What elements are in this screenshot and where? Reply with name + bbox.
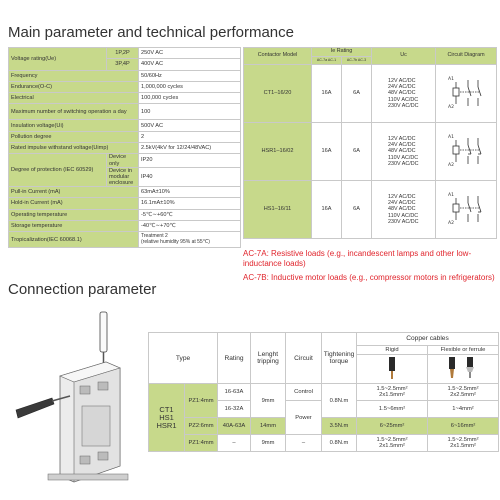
ie-rating-header: Ie Rating xyxy=(312,48,372,57)
protection-label: Degree of protection (IEC 60529) xyxy=(9,154,107,187)
connection-table xyxy=(148,332,499,452)
uc-line: 110V AC/DC xyxy=(388,154,419,161)
param-row-hold-in xyxy=(9,198,241,209)
contactor-model-ct1: CT1–16/20 xyxy=(244,65,312,123)
param-row-protection-device xyxy=(9,154,241,167)
contactor-ac7b-value: 6A xyxy=(342,65,372,123)
rating-header: Rating xyxy=(218,333,251,384)
flex-value xyxy=(428,435,499,452)
type-header: Type xyxy=(149,333,218,384)
operating-temp-value: -5℃∼+60℃ xyxy=(139,209,241,220)
connection-row xyxy=(149,418,499,435)
flex-value-line: 2x2.5mm² xyxy=(450,392,476,399)
uc-line: 230V AC/DC xyxy=(388,160,419,167)
connection-row xyxy=(149,384,499,401)
rating-value: – xyxy=(218,435,251,452)
param-row-operating-temp xyxy=(9,209,241,220)
param-row-frequency xyxy=(9,70,241,81)
uc-line: 110V AC/DC xyxy=(388,96,419,103)
contactor-table xyxy=(243,47,497,239)
rigid-value: 6~25mm² xyxy=(357,418,428,435)
stripping-header: Lenght tripping xyxy=(251,333,286,384)
uc-header: Uc xyxy=(372,48,436,65)
electrical-value: 100,000 cycles xyxy=(139,93,241,104)
param-row-storage-temp xyxy=(9,220,241,231)
rating-value: 40A-63A xyxy=(218,418,251,435)
connection-parameter-title: Connection parameter xyxy=(8,281,157,298)
flex-value-line: 1.5~2.5mm² xyxy=(447,385,479,392)
contactor-ac7a-value: 16A xyxy=(312,181,342,239)
rigid-value xyxy=(357,435,428,452)
uc-line: 12V AC/DC xyxy=(388,135,416,142)
svg-text:A2: A2 xyxy=(448,163,454,169)
param-row-pollution xyxy=(9,131,241,142)
insulation-label: Insulation voltage(Ui) xyxy=(9,120,139,131)
tropicalization-value-line1: Treatment 2 xyxy=(141,233,168,240)
rigid-value-line: 2x1.5mm² xyxy=(379,443,405,450)
insulation-value: 500V AC xyxy=(139,120,241,131)
flex-value-line: 1.5~2.5mm² xyxy=(447,436,479,443)
param-row-max-switching xyxy=(9,104,241,120)
uc-list xyxy=(372,65,436,123)
uc-line: 48V AC/DC xyxy=(388,90,416,97)
rigid-value xyxy=(357,384,428,401)
storage-temp-value: -40℃∼+70℃ xyxy=(139,220,241,231)
strip-value: 9mm xyxy=(251,384,286,418)
storage-temp-label: Storage temperature xyxy=(9,220,139,231)
protection-device-only: Device only xyxy=(107,154,139,167)
protection-device-only-value: IP20 xyxy=(139,154,241,167)
circuit-diagram-2no xyxy=(436,65,497,123)
screw-type: PZ1:4mm xyxy=(185,384,218,418)
torque-value: 0.8N.m xyxy=(322,384,357,418)
flex-value xyxy=(428,384,499,401)
voltage-1p2p-value: 250V AC xyxy=(139,48,241,59)
flex-value-line: 2x1.5mm² xyxy=(450,443,476,450)
voltage-3p4p-value: 400V AC xyxy=(139,59,241,70)
uc-line: 12V AC/DC xyxy=(388,77,416,84)
ac7b-header: AC-7b AC-3 xyxy=(342,57,372,65)
svg-text:A2: A2 xyxy=(448,105,454,111)
uc-line: 24V AC/DC xyxy=(388,142,416,149)
frequency-value: 50/60Hz xyxy=(139,70,241,81)
circuit-value: – xyxy=(286,435,322,452)
note-ac7b: AC-7B: Inductive motor loads (e.g., compressor motors in refrigerators) xyxy=(243,273,495,282)
rigid-value-line: 1.5~2.5mm² xyxy=(376,385,408,392)
contactor-ac7b-value: 6A xyxy=(342,181,372,239)
type-name: HS1 xyxy=(159,412,174,422)
max-switching-value: 100 xyxy=(139,104,241,120)
uc-list xyxy=(372,181,436,239)
ferrule-wire-icon xyxy=(446,355,480,381)
rigid-wire-icon xyxy=(382,355,402,381)
svg-text:A2: A2 xyxy=(448,221,454,227)
protection-enclosure-value: IP40 xyxy=(139,167,241,186)
uc-line: 230V AC/DC xyxy=(388,218,419,225)
protection-enclosure: Device in modular enclosure xyxy=(107,167,139,186)
copper-cables-header: Copper cables xyxy=(357,333,499,346)
flexible-header: Flexible or ferrule xyxy=(428,346,499,355)
param-row-endurance xyxy=(9,81,241,92)
circuit-diagram-1no1nc xyxy=(436,181,497,239)
torque-header: Tightening torque xyxy=(322,333,357,384)
contactor-model-header: Contactor Model xyxy=(244,48,312,65)
contactor-ac7a-value: 16A xyxy=(312,123,342,181)
contactor-model-hsr1: HSR1–16/02 xyxy=(244,123,312,181)
circuit-value: Control xyxy=(286,384,322,401)
circuit-diagram-2no-icon xyxy=(446,72,486,112)
pollution-value: 2 xyxy=(139,131,241,142)
screw-type: PZ2:6mm xyxy=(185,418,218,435)
strip-value: 14mm xyxy=(251,418,286,435)
type-name: HSR1 xyxy=(156,421,177,430)
param-row-insulation xyxy=(9,120,241,131)
pull-in-label: Pull-in Current (mA) xyxy=(9,187,139,198)
contactor-row xyxy=(244,123,497,181)
rigid-value: 1.5~6mm² xyxy=(357,401,428,418)
tropicalization-value-line2: (relative humidity 95% at 55℃) xyxy=(141,238,210,245)
poles-3p4p: 3P,4P xyxy=(107,59,139,70)
frequency-label: Frequency xyxy=(9,70,139,81)
max-switching-label: Maximum number of switching operation a day xyxy=(9,104,139,120)
svg-text:A1: A1 xyxy=(448,77,454,83)
contactor-model-hs1: HS1–16/11 xyxy=(244,181,312,239)
flex-value: 1~4mm² xyxy=(428,401,499,418)
flex-value: 6~16mm² xyxy=(428,418,499,435)
note-ac7a: AC-7A: Resistive loads (e.g., incandescent lamps and other low-inductance loads) xyxy=(243,249,472,268)
circuit-value: Power xyxy=(286,401,322,435)
hold-in-label: Hold-in Current (mA) xyxy=(9,198,139,209)
circuit-diagram-2nc xyxy=(436,123,497,181)
impulse-value: 2.5kV(4kV for 12/24/48VAC) xyxy=(139,143,241,154)
param-row-voltage-1p2p xyxy=(9,48,241,59)
circuit-diagram-2nc-icon xyxy=(446,130,486,170)
electrical-label: Electrical xyxy=(9,93,139,104)
svg-text:A1: A1 xyxy=(448,193,454,199)
main-parameter-table xyxy=(8,47,241,248)
uc-line: 230V AC/DC xyxy=(388,102,419,109)
uc-line: 48V AC/DC xyxy=(388,206,416,213)
svg-text:A1: A1 xyxy=(448,135,454,141)
main-parameter-title: Main parameter and technical performance xyxy=(8,24,294,41)
param-row-impulse xyxy=(9,143,241,154)
screw-type: PZ1:4mm xyxy=(185,435,218,452)
endurance-label: Endurance(O-C) xyxy=(9,81,139,92)
tropicalization-label: Tropicalization(IEC 60068.1) xyxy=(9,232,139,248)
hold-in-value: 16.1mA±10% xyxy=(139,198,241,209)
uc-line: 24V AC/DC xyxy=(388,84,416,91)
impulse-label: Rated impulse withstand voltage(Uimp) xyxy=(9,143,139,154)
type-name: CT1 xyxy=(159,404,174,414)
uc-line: 24V AC/DC xyxy=(388,200,416,207)
rigid-cable-illustration xyxy=(357,355,428,384)
param-row-electrical xyxy=(9,93,241,104)
uc-line: 48V AC/DC xyxy=(388,148,416,155)
rigid-value-line: 1.5~2.5mm² xyxy=(376,436,408,443)
rating-value: 16-32A xyxy=(218,401,251,418)
circuit-diagram-header: Circuit Diagram xyxy=(436,48,497,65)
connection-row xyxy=(149,435,499,452)
circuit-diagram-1no1nc-icon xyxy=(446,188,486,228)
type-names xyxy=(149,384,185,452)
param-row-pull-in xyxy=(9,187,241,198)
rigid-value-line: 2x1.5mm² xyxy=(379,392,405,399)
operating-temp-label: Operating temperature xyxy=(9,209,139,220)
strip-value: 9mm xyxy=(251,435,286,452)
torque-value: 0.8N.m xyxy=(322,435,357,452)
rating-value: 16-63A xyxy=(218,384,251,401)
poles-1p2p: 1P,2P xyxy=(107,48,139,59)
param-row-tropicalization xyxy=(9,232,241,248)
rigid-header: Rigid xyxy=(357,346,428,355)
tropicalization-value xyxy=(139,232,241,248)
contactor-row xyxy=(244,181,497,239)
flexible-cable-illustration xyxy=(428,355,499,384)
uc-list xyxy=(372,123,436,181)
uc-line: 110V AC/DC xyxy=(388,212,419,219)
voltage-label: Voltage rating(Ue) xyxy=(9,48,107,71)
pull-in-value: 63mA±10% xyxy=(139,187,241,198)
contactor-row xyxy=(244,65,497,123)
circuit-header: Circuit xyxy=(286,333,322,384)
contactor-ac7a-value: 16A xyxy=(312,65,342,123)
uc-line: 12V AC/DC xyxy=(388,193,416,200)
contactor-device-illustration xyxy=(8,306,146,496)
pollution-label: Pollution degree xyxy=(9,131,139,142)
ac7a-header: AC-7a AC-1 xyxy=(312,57,342,65)
torque-value: 3.5N.m xyxy=(322,418,357,435)
contactor-ac7b-value: 6A xyxy=(342,123,372,181)
endurance-value: 1,000,000 cycles xyxy=(139,81,241,92)
